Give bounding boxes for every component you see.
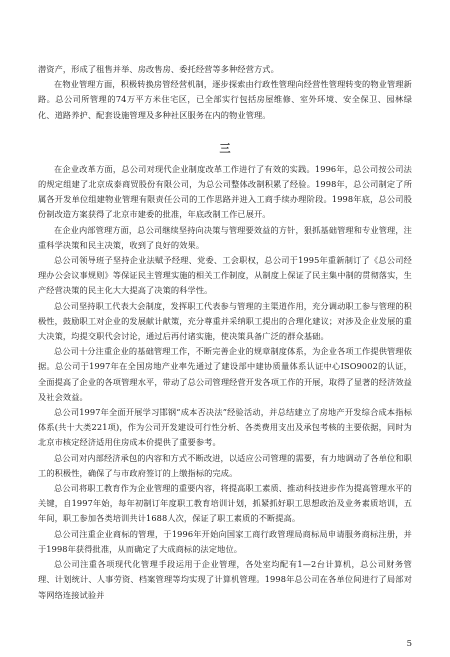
paragraph-cost-control: 总公司1997年全面开展学习邯钢“成本否决法”经验活动，并总结建立了房地产开发综合成本指标体系(共十大类221项)，作为公司开发建设可行性分析、各类费用支出及承包考核的主要依据，同时为北京市核定经济适用住房成本价提供了重要参考。: [38, 407, 412, 448]
paragraph-leadership: 总公司领导班子坚持企业法赋予经理、党委、工会职权，总公司于1995年重新制订了《总公司经理办公会议事规则》等保证民主管理实施的相关工作制度，从制度上保证了民主集中制的贯彻落实，生产经营决策的民主化大大提高了决策的科学性。: [38, 255, 412, 296]
paragraph-staff-congress: 总公司坚持职工代表大会制度，发挥职工代表参与管理的主渠道作用，充分调动职工参与管理的积极性，鼓励职工对企业的发展献计献策，充分尊重并采纳职工提出的合理化建议；对涉及企业发展的重大决策，均提交职代会讨论，通过后再付诸实施，使决策具备广泛的群众基础。: [38, 300, 412, 342]
paragraph-internal-management: 在企业内部管理方面，总公司继续坚持向决策与管理要效益的方针，狠抓基础管理和专业管理，注重科学决策和民主决策，收到了良好的效果。: [38, 224, 412, 250]
paragraph-contracting: 总公司对内部经济承包的内容和方式不断改进，以适应公司管理的需要，有力地调动了各单位和职工的积极性，确保了与市政府签订的上缴指标的完成。: [38, 452, 412, 478]
section-heading: 三: [219, 141, 231, 155]
paragraph-staff-education: 总公司将职工教育作为企业管理的重要内容，将提高职工素质、推动科技进步作为提高管理水平的关键，自1997年始，每年初制订年度职工教育培训计划，抓紧抓好职工思想政治及业务素质培训，五年间，职工参加各类培训共计1688人次，保证了职工素质的不断提高。: [38, 483, 412, 524]
paragraph-computerization: 总公司注重各项现代化管理手段运用于企业管理，各处室均配有1—2台计算机，总公司财务管理、计划统计、人事劳资、档案管理等均实现了计算机管理。1998年总公司在各单位间进行了局部对等网络连接试验并: [38, 559, 412, 600]
page-number: 5: [406, 639, 412, 649]
paragraph-basic-management: 总公司十分注重企业的基础管理工作，不断完善企业的规章制度体系，为企业各项工作提供管理依据。总公司于1997年在全国房地产业率先通过了建设部中建协质量体系认证中心ISO9002的认证，全面提高了企业的各项管理水平，带动了总公司管理经营开发各项工作的开展，取得了显著的经济效益及社会效益。: [38, 346, 412, 402]
paragraph-property-management: 在物业管理方面，积极转换房管经营机制，逐步探索由行政性管理向经营性管理转变的物业管理新路。总公司所管理的74万平方米住宅区，已全部实行包括房屋维修、室外环境、安全保卫、园林绿化、道路养护、配套设施管理及多种社区服务在内的物业管理。: [38, 79, 412, 120]
paragraph-continuation: 潜资产，形成了租售并举、房改售房、委托经营等多种经营方式。: [38, 64, 279, 74]
paragraph-enterprise-reform: 在企业改革方面，总公司对现代企业制度改革工作进行了有效的实践。1996年，总公司按公司法的规定组建了北京成泰商贸股份有限公司，为总公司整体改制积累了经验。1998年，总公司制定了所属各开发单位组建物业管理有限责任公司的工作思路并进入工商手续办理阶段。1998年底，总公司股份制改造方案获得了北京市建委的批准，年底改制工作已展开。: [38, 163, 412, 220]
paragraph-trademark: 总公司注重企业商标的管理，于1996年开始向国家工商行政管理局商标局申请服务商标注册，并于1998年获得批准，从而确定了大成商标的法定地位。: [38, 528, 412, 554]
